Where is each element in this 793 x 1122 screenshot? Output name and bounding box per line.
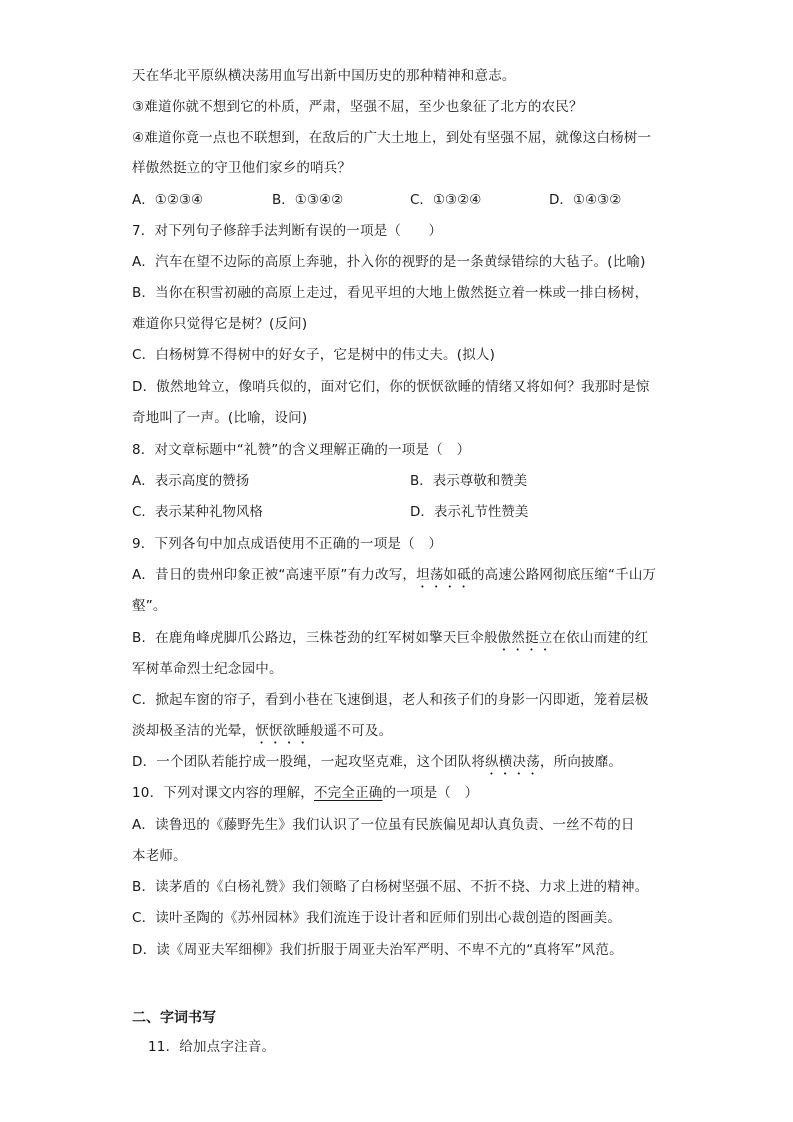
q9b-text-pre: B．在鹿角峰虎脚爪公路边，三株苍劲的红军树如擎天巨伞般	[132, 630, 498, 646]
q9a-dotted-idiom: 坦荡如砥	[416, 567, 471, 583]
q9-stem: 9．下列各句中加点成语使用不正确的一项是（ ）	[132, 536, 443, 552]
passage-line-4: 样傲然挺立的守卫他们家乡的哨兵？	[132, 160, 352, 176]
q10-stem	[132, 783, 478, 803]
section-heading-word-writing: 二、字词书写	[132, 1010, 216, 1026]
q10-underlined: 不完全正确	[313, 785, 383, 801]
q9-option-d[interactable]	[132, 752, 622, 778]
q9-option-b-line2: 军树革命烈士纪念园中。	[132, 661, 283, 677]
q9d-text-pre: D．一个团队若能拧成一股绳，一起攻坚克难，这个团队将	[132, 754, 486, 770]
q9-option-b-line1[interactable]	[132, 628, 648, 654]
q8-option-c[interactable]: C．表示某种礼物风格	[132, 504, 263, 520]
q6-option-b[interactable]: B．①③④②	[272, 192, 344, 208]
q9a-text-pre: A．昔日的贵州印象正被“高速平原”有力改写，	[132, 567, 417, 583]
q10-option-c[interactable]: C．读叶圣陶的《苏州园林》我们流连于设计者和匠师们别出心裁创造的图画美。	[132, 910, 622, 926]
passage-line-1: 天在华北平原纵横决荡用血写出新中国历史的那种精神和意志。	[132, 68, 516, 84]
q9-option-a-line1[interactable]	[132, 565, 656, 591]
q10-text-post: 的一项是（ ）	[382, 785, 479, 801]
q7-option-b-line2: 难道你只觉得它是树？(反问)	[132, 316, 308, 332]
q10-option-a-line1[interactable]: A．读鲁迅的《藤野先生》我们认识了一位虽有民族偏见却认真负责、一丝不苟的日	[132, 817, 635, 833]
passage-line-3: ④难道你竟一点也不联想到，在敌后的广大土地上，到处有坚强不屈，就像这白杨树一	[132, 130, 652, 146]
q7-option-d-line2: 奇地叫了一声。(比喻，设问)	[132, 410, 308, 426]
q6-option-d[interactable]: D．①④③②	[549, 192, 622, 208]
q9c-text-pre: 淡却极圣洁的光晕，	[132, 723, 256, 739]
q10-text-pre: 10．下列对课文内容的理解，	[132, 785, 314, 801]
q9b-dotted-idiom: 傲然挺立	[497, 630, 553, 646]
q10-option-d[interactable]: D．读《周亚夫军细柳》我们折服于周亚夫治军严明、不卑不亢的“真将军”风范。	[132, 942, 623, 958]
q8-option-a[interactable]: A．表示高度的赞扬	[132, 473, 250, 489]
q9c-text-post: 般遥不可及。	[310, 723, 393, 739]
q7-option-d-line1[interactable]: D．傲然地耸立，像哨兵似的，面对它们，你的恹恹欲睡的情绪又将如何？我那时是惊	[132, 379, 650, 395]
q7-option-b-line1[interactable]: B．当你在积雪初融的高原上走过，看见平坦的大地上傲然挺立着一株或一排白杨树，	[132, 285, 649, 301]
q9c-dotted-idiom: 恹恹欲睡	[255, 723, 311, 739]
q9-option-c-line2	[132, 721, 392, 747]
q8-option-b[interactable]: B．表示尊敬和赞美	[410, 473, 528, 489]
passage-line-2: ③难道你就不想到它的朴质，严肃，坚强不屈，至少也象征了北方的农民？	[132, 99, 583, 115]
q9b-text-post: 在依山而建的红	[552, 630, 649, 646]
q10-option-b[interactable]: B．读茅盾的《白杨礼赞》我们领略了白杨树坚强不屈、不折不挠、力求上进的精神。	[132, 879, 649, 895]
q9a-text-post: 的高速公路网彻底压缩“千山万	[470, 567, 657, 583]
q9-option-c-line1[interactable]: C．掀起车窗的帘子，看到小巷在飞速倒退，老人和孩子们的身影一闪即逝，笼着层极	[132, 692, 649, 708]
q11-stem: 11．给加点字注音。	[148, 1039, 276, 1055]
q7-stem: 7．对下列句子修辞手法判断有误的一项是（ ）	[132, 223, 443, 239]
q9-option-a-line2: 壑”。	[132, 598, 167, 614]
q9d-text-post: ，所向披靡。	[539, 754, 623, 770]
q8-stem: 8．对文章标题中“礼赞”的含义理解正确的一项是（ ）	[132, 442, 471, 458]
q7-option-c[interactable]: C．白杨树算不得树中的好女子，它是树中的伟丈夫。(拟人)	[132, 347, 496, 363]
q7-option-a[interactable]: A．汽车在望不边际的高原上奔驰，扑入你的视野的是一条黄绿错综的大毡子。(比喻)	[132, 254, 646, 270]
q9d-dotted-idiom: 纵横决荡	[485, 754, 540, 770]
q6-option-a[interactable]: A．①②③④	[132, 192, 204, 208]
q6-option-c[interactable]: C．①③②④	[410, 192, 482, 208]
q8-option-d[interactable]: D．表示礼节性赞美	[410, 504, 529, 520]
q10-option-a-line2: 本老师。	[132, 848, 187, 864]
